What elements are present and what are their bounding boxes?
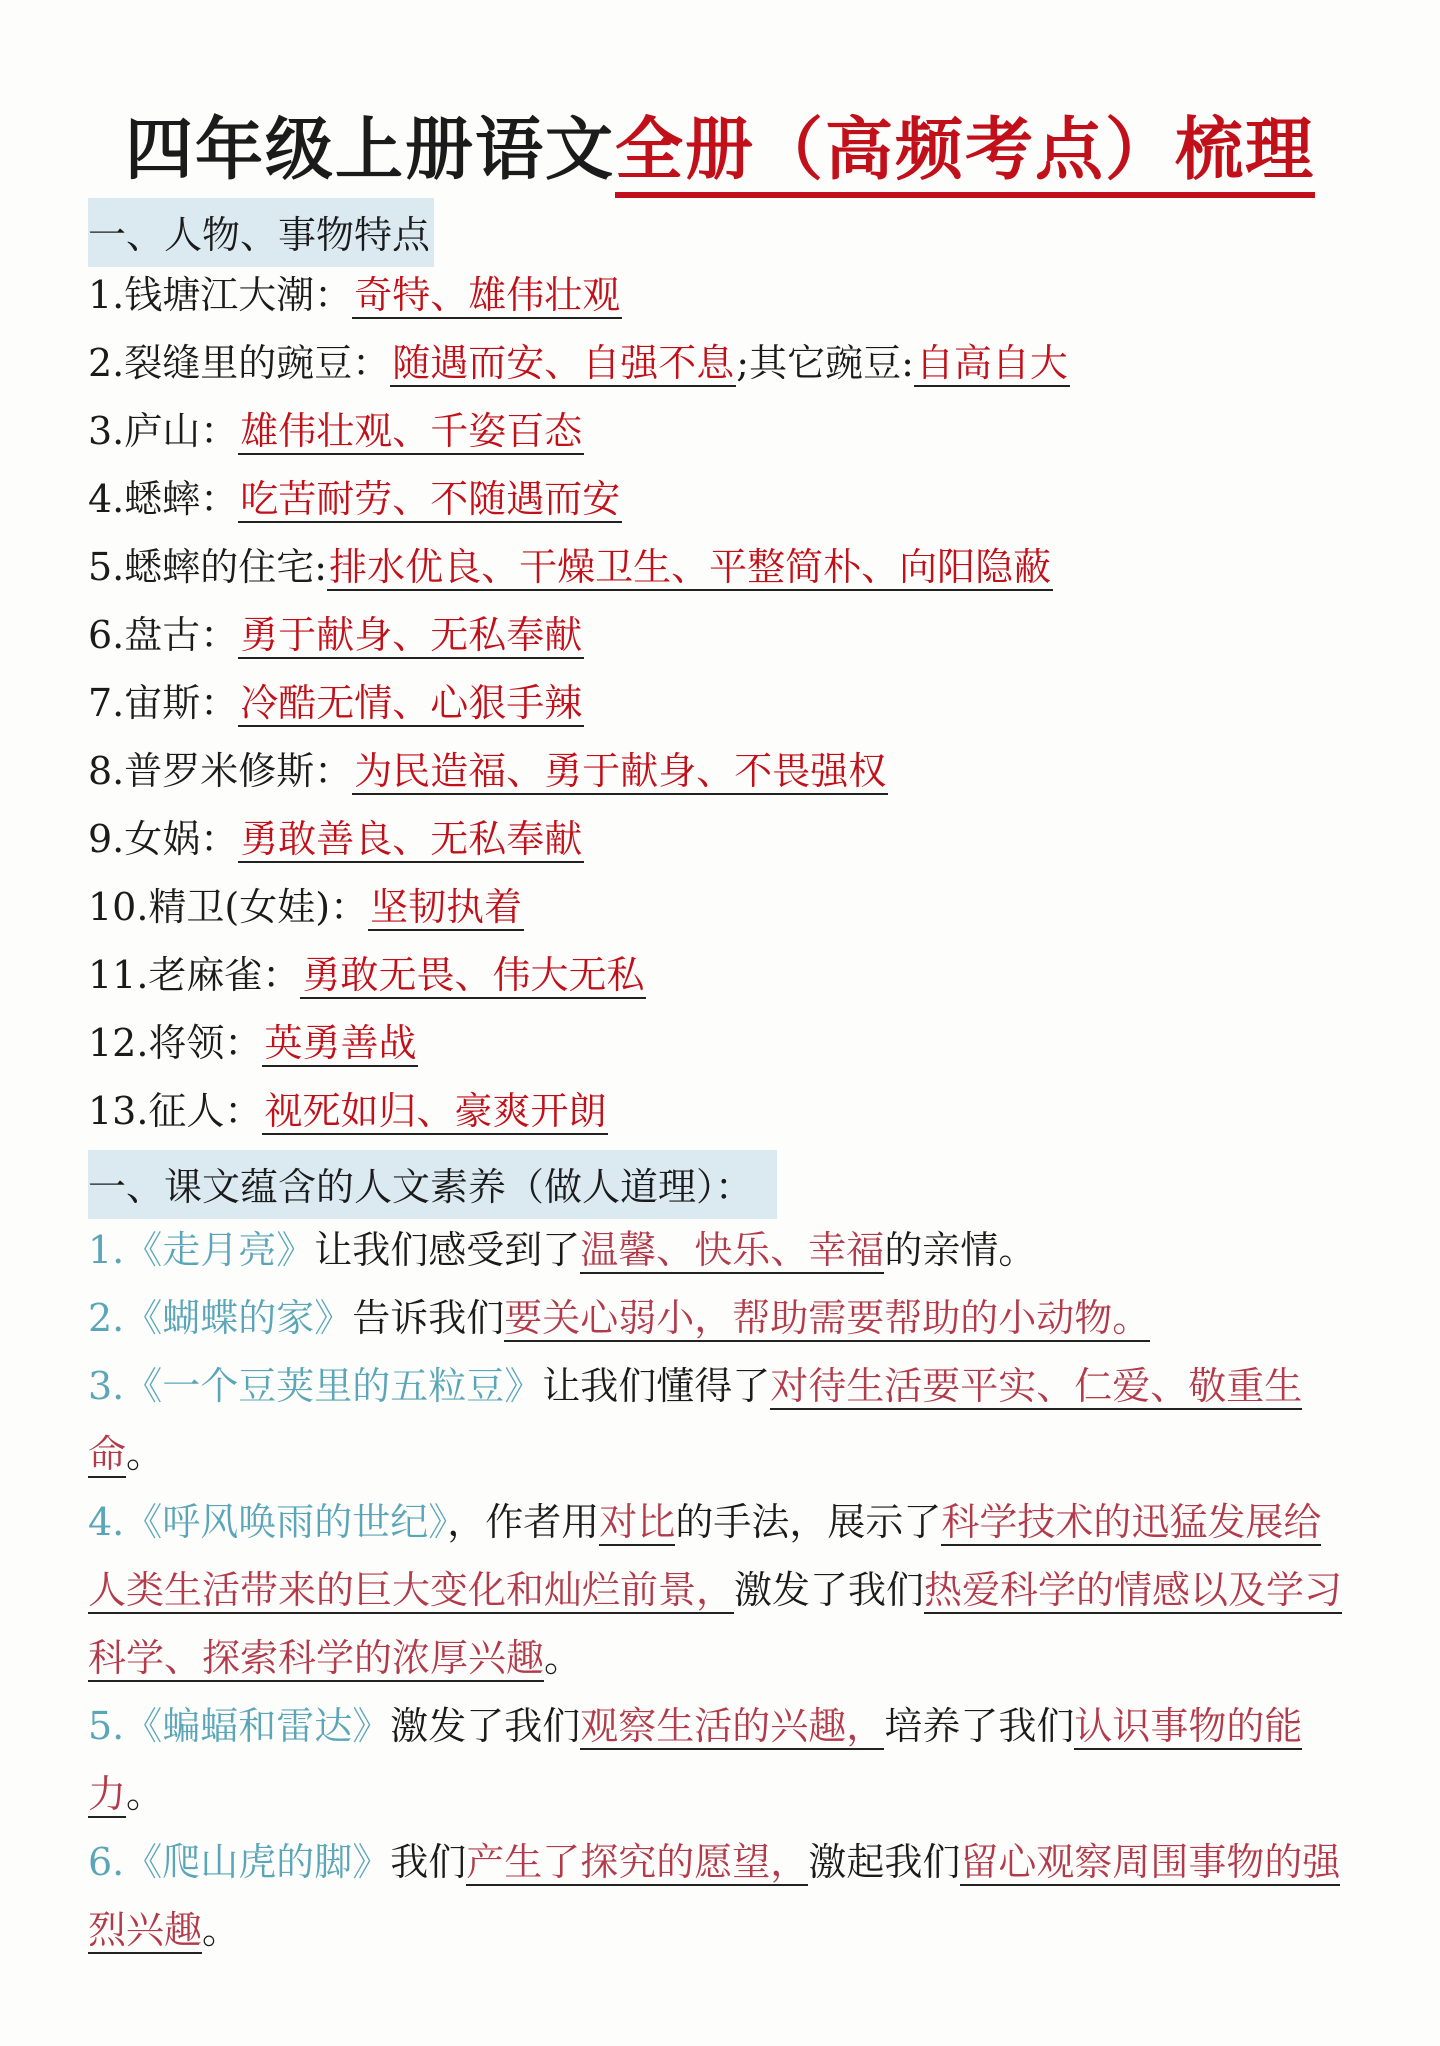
item-answer: 吃苦耐劳、不随遇而安 <box>240 477 621 521</box>
list-item <box>88 812 584 866</box>
lesson-answer: 要关心弱小，帮助需要帮助的小动物。 <box>504 1296 1151 1340</box>
item-label: 10.精卫(女娃)： <box>88 885 369 929</box>
lesson-answer: 留心观察周围事物的强烈兴趣 <box>88 1840 1341 1952</box>
item-label: 9.女娲： <box>88 817 239 861</box>
lesson-number: 5. <box>88 1704 125 1748</box>
lesson-text: 激起我们 <box>808 1840 961 1884</box>
lesson-text: 。 <box>202 1908 241 1952</box>
lesson-text: 我们 <box>390 1840 467 1884</box>
item-answer: 随遇而安、自强不息 <box>392 341 735 385</box>
lesson-answer: 观察生活的兴趣， <box>580 1704 885 1748</box>
section-heading-lessons: 一、课文蕴含的人文素养（做人道理）： <box>88 1150 777 1219</box>
list-item <box>88 268 622 322</box>
lesson-paragraph <box>88 1352 1358 1488</box>
item-answer: 为民造福、勇于献身、不畏强权 <box>354 749 887 793</box>
lesson-text: 的手法，展示了 <box>675 1500 942 1544</box>
lesson-text: 激发了我们 <box>734 1568 925 1612</box>
item-label: 2.裂缝里的豌豆： <box>88 341 391 385</box>
lesson-title: 《爬山虎的脚》 <box>124 1840 391 1884</box>
lesson-text: 激发了我们 <box>390 1704 581 1748</box>
item-label: 12.将领： <box>88 1021 263 1065</box>
list-item <box>88 880 524 934</box>
item-label: 7.宙斯： <box>88 681 239 725</box>
item-label: 4.蟋蟀： <box>88 477 239 521</box>
lesson-paragraph <box>88 1692 1358 1828</box>
list-item <box>88 336 1070 390</box>
lesson-text: 培养了我们 <box>884 1704 1075 1748</box>
item-answer: 视死如归、豪爽开朗 <box>264 1089 607 1133</box>
item-answer: 冷酷无情、心狠手辣 <box>240 681 583 725</box>
lesson-number: 1. <box>88 1228 125 1272</box>
item-answer: 雄伟壮观、千姿百态 <box>240 409 583 453</box>
list-item <box>88 1084 608 1138</box>
item-label-secondary: ;其它豌豆: <box>736 341 914 385</box>
item-label: 1.钱塘江大潮： <box>88 273 353 317</box>
lesson-paragraph <box>88 1488 1358 1692</box>
lesson-paragraph <box>88 1216 1358 1284</box>
list-item <box>88 744 888 798</box>
item-answer-secondary: 自高自大 <box>915 341 1068 385</box>
item-answer: 英勇善战 <box>264 1021 417 1065</box>
lesson-title: 《蝙蝠和雷达》 <box>124 1704 391 1748</box>
lesson-paragraph <box>88 1828 1358 1964</box>
lesson-answer: 认识事物的能力 <box>88 1704 1303 1816</box>
lesson-text: 。 <box>544 1636 583 1680</box>
list-item <box>88 540 1053 594</box>
item-answer: 坚韧执着 <box>370 885 523 929</box>
item-label: 11.老麻雀： <box>88 953 301 997</box>
lesson-title: 《呼风唤雨的世纪》 <box>124 1500 448 1544</box>
page-title <box>0 96 1440 193</box>
lesson-text: 。 <box>126 1772 165 1816</box>
lesson-title: 《蝴蝶的家》 <box>124 1296 353 1340</box>
lesson-title: 《一个豆荚里的五粒豆》 <box>124 1364 543 1408</box>
lesson-title: 《走月亮》 <box>124 1228 315 1272</box>
lesson-number: 3. <box>88 1364 125 1408</box>
title-red: 全册（高频考点）梳理 <box>615 110 1315 198</box>
list-item <box>88 472 622 526</box>
item-label: 5.蟋蟀的住宅: <box>88 545 328 589</box>
list-item <box>88 1016 418 1070</box>
lesson-text: ，作者用 <box>447 1500 600 1544</box>
lesson-answer: 温馨、快乐、幸福 <box>580 1228 885 1272</box>
item-answer: 奇特、雄伟壮观 <box>354 273 621 317</box>
lesson-answer: 热爱科学的情感以及学习科学、探索科学的浓厚兴趣 <box>88 1568 1343 1680</box>
lesson-text: 让我们感受到了 <box>314 1228 581 1272</box>
lesson-text: 。 <box>126 1432 165 1476</box>
item-label: 13.征人： <box>88 1089 263 1133</box>
item-answer: 排水优良、干燥卫生、平整简朴、向阳隐蔽 <box>329 545 1052 589</box>
lesson-answer: 产生了探究的愿望， <box>466 1840 809 1884</box>
lesson-text: 告诉我们 <box>352 1296 505 1340</box>
lesson-number: 2. <box>88 1296 125 1340</box>
item-label: 6.盘古： <box>88 613 239 657</box>
lesson-answer: 对比 <box>599 1500 676 1544</box>
item-label: 3.庐山： <box>88 409 239 453</box>
lesson-number: 6. <box>88 1840 125 1884</box>
list-item <box>88 676 584 730</box>
item-answer: 勇敢善良、无私奉献 <box>240 817 583 861</box>
lesson-text: 的亲情。 <box>884 1228 1037 1272</box>
item-answer: 勇敢无畏、伟大无私 <box>302 953 645 997</box>
item-answer: 勇于献身、无私奉献 <box>240 613 583 657</box>
item-label: 8.普罗米修斯： <box>88 749 353 793</box>
lesson-answer: 对待生活要平实、仁爱、敬重生命 <box>88 1364 1303 1476</box>
list-item <box>88 948 646 1002</box>
lesson-number: 4. <box>88 1500 125 1544</box>
lesson-paragraph <box>88 1284 1358 1352</box>
lesson-text: 让我们懂得了 <box>542 1364 771 1408</box>
list-item <box>88 608 584 662</box>
lesson-answer: 科学技术的迅猛发展给人类生活带来的巨大变化和灿烂前景， <box>88 1500 1322 1612</box>
section-heading-traits: 一、人物、事物特点 <box>88 198 434 267</box>
list-item <box>88 404 584 458</box>
title-black: 四年级上册语文 <box>124 110 615 190</box>
